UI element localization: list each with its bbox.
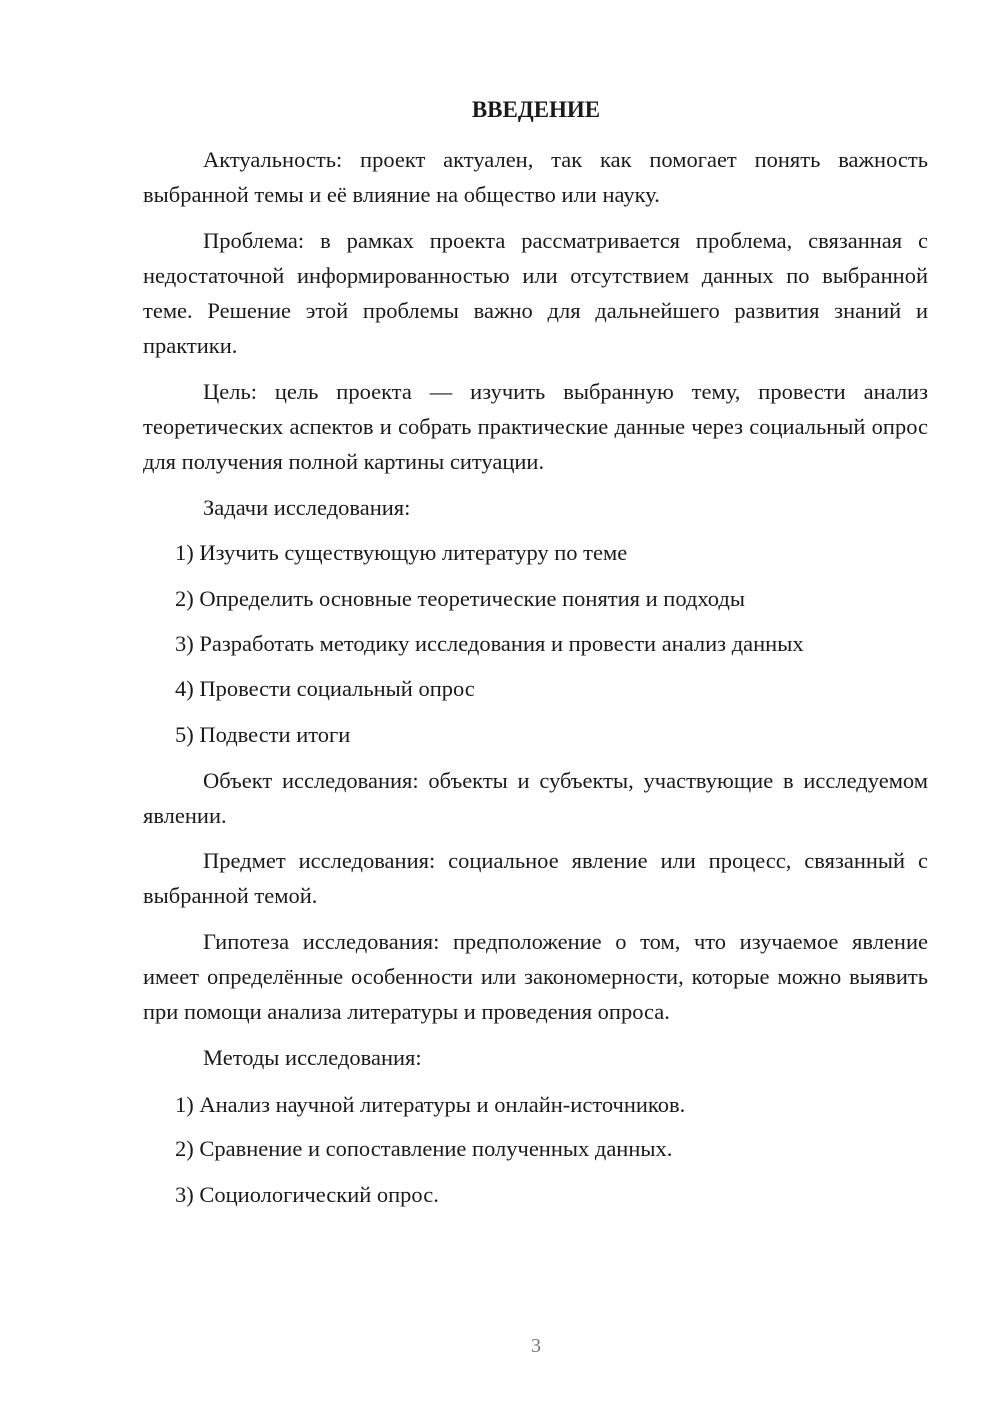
tasks-title: Задачи исследования: — [203, 495, 411, 520]
object-paragraph: Объект исследования: объекты и субъекты, участвующие в исследуемом явлении. — [143, 768, 928, 828]
task-item: 4) Провести социальный опрос — [175, 676, 475, 701]
task-item: 1) Изучить существующую литературу по теме — [175, 540, 628, 565]
page-number: 3 — [531, 1335, 541, 1357]
page-title: ВВЕДЕНИЕ — [471, 97, 601, 122]
task-item: 2) Определить основные теоретические понятия и подходы — [175, 586, 745, 611]
method-item: 2) Сравнение и сопоставление полученных данных. — [175, 1136, 673, 1161]
goal-paragraph: Цель: цель проекта — изучить выбранную тему, провести анализ теоретических аспектов и собрать практические данные через социальный опрос для получения полной картины ситуации. — [143, 379, 928, 474]
relevance-paragraph: Актуальность: проект актуален, так как помогает понять важность выбранной темы и её влияние на общество или науку. — [143, 147, 928, 207]
problem-paragraph: Проблема: в рамках проекта рассматривается проблема, связанная с недостаточной информированностью или отсутствием данных по выбранной теме. Решение этой проблемы важно для дальнейшего развития знаний и практики. — [143, 228, 928, 358]
hypothesis-paragraph: Гипотеза исследования: предположение о том, что изучаемое явление имеет определённые особенности или закономерности, которые можно выявить при помощи анализа литературы и проведения опроса. — [143, 929, 928, 1024]
task-item: 3) Разработать методику исследования и провести анализ данных — [175, 631, 804, 656]
method-item: 1) Анализ научной литературы и онлайн-источников. — [175, 1092, 686, 1117]
task-item: 5) Подвести итоги — [175, 722, 351, 747]
method-item: 3) Социологический опрос. — [175, 1182, 439, 1207]
subject-paragraph: Предмет исследования: социальное явление или процесс, связанный с выбранной темой. — [143, 848, 928, 908]
methods-title: Методы исследования: — [203, 1045, 422, 1070]
